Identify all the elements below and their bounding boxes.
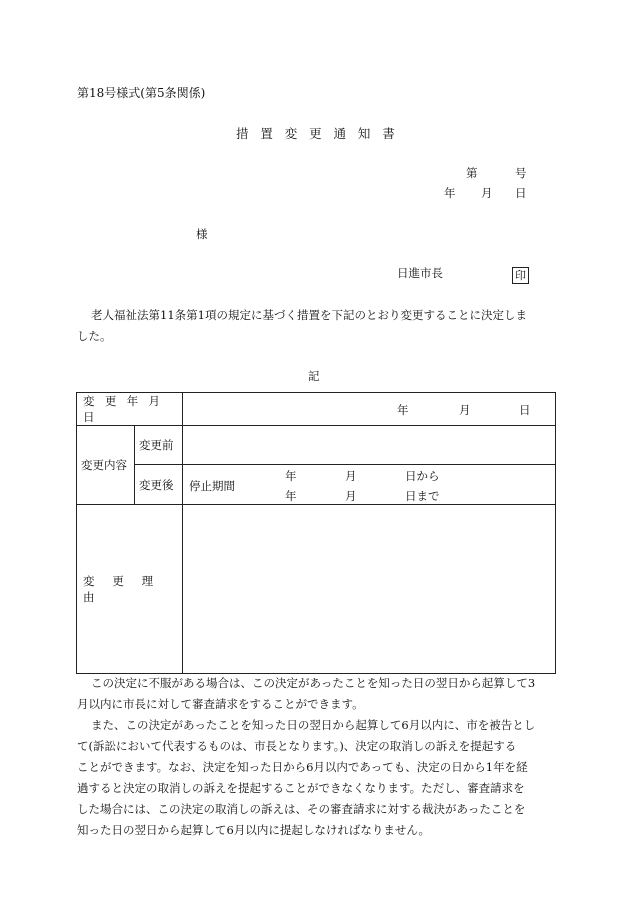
issue-date-day: 日 [515, 186, 527, 200]
body-line-2: した。 [77, 329, 112, 343]
from-month: 月 [345, 468, 357, 483]
seal-glyph: 印 [512, 267, 529, 284]
change-date-year: 年 [397, 403, 409, 417]
form-number: 第18号様式(第5条関係) [77, 86, 206, 100]
row-change-date [77, 393, 556, 426]
row-before [77, 426, 556, 465]
after-label: 変更後 [139, 477, 174, 492]
to-day: 日まで [405, 488, 440, 503]
content-label-cell [77, 426, 135, 505]
change-details-table [76, 392, 556, 674]
ki-heading: 記 [308, 369, 320, 383]
reason-label-cell [77, 505, 183, 674]
appeal-notice [77, 673, 555, 841]
to-year: 年 [285, 488, 297, 503]
change-date-value-cell [183, 393, 556, 426]
reason-value-cell [183, 505, 556, 674]
notice1-line-1: この決定に不服がある場合は、この決定があったことを知った日の翌日から起算して3 [91, 676, 536, 690]
doc-number-prefix: 第 [466, 166, 478, 180]
notice2-line-4: 過すると決定の取消しの訴えを提起することができなくなります。ただし、審査請求を [77, 781, 525, 795]
before-value-cell [183, 426, 556, 465]
before-label: 変更前 [139, 438, 174, 452]
suspension-label: 停止期間 [189, 478, 235, 493]
body-line-1: 老人福祉法第11条第1項の規定に基づく措置を下記のとおり変更することに決定しま [91, 308, 527, 322]
content-label: 変更内容 [81, 458, 127, 472]
change-date-day: 日 [519, 403, 531, 417]
change-date-month: 月 [459, 403, 471, 417]
after-value-cell [183, 465, 556, 505]
seal-mark [512, 264, 529, 284]
before-label-cell [135, 426, 183, 465]
row-after [77, 465, 556, 505]
body-paragraph [77, 305, 555, 347]
doc-number-suffix: 号 [515, 166, 527, 180]
notice2-line-6: 知った日の翌日から起算して6月以内に提起しなければなりません。 [77, 823, 431, 837]
after-label-cell [135, 465, 183, 505]
notice2-line-3: ことができます。なお、決定を知った日から6月以内であっても、決定の日から1年を経 [77, 760, 528, 774]
to-month: 月 [345, 488, 357, 503]
issuer-name: 日進市長 [397, 266, 443, 280]
row-reason [77, 505, 556, 674]
document-title: 措置変更通知書 [236, 126, 407, 141]
change-date-label-cell [77, 393, 183, 426]
notice2-line-5: した場合には、この決定の取消しの訴えは、その審査請求に対する裁決があったことを [77, 802, 526, 816]
change-date-label: 変更年月日 [83, 394, 171, 424]
from-day: 日から [405, 468, 440, 483]
reason-label: 変更理由 [83, 574, 171, 604]
notice2-line-1: また、この決定があったことを知った日の翌日から起算して6月以内に、市を被告とし [91, 718, 536, 732]
notice2-line-2: て(訴訟において代表するものは、市長となります。)、決定の取消しの訴えを提起する [77, 739, 517, 753]
addressee-honorific: 様 [196, 227, 208, 241]
notice1-line-2: 月以内に市長に対して審査請求をすることができます。 [77, 697, 364, 711]
from-year: 年 [285, 468, 297, 483]
issue-date-year: 年 [444, 186, 456, 200]
issue-date-month: 月 [481, 186, 493, 200]
